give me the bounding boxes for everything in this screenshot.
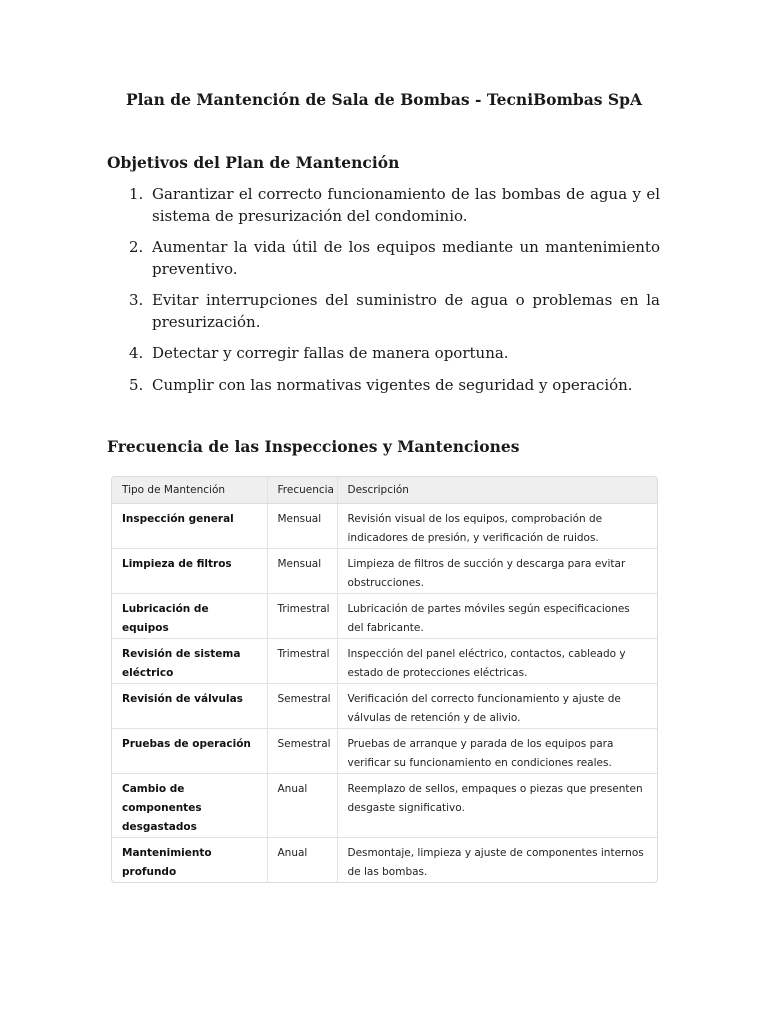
objectives-heading: Objetivos del Plan de Mantención — [107, 153, 400, 172]
table-row — [112, 504, 657, 549]
frequency-heading: Frecuencia de las Inspecciones y Mantenciones — [107, 437, 520, 456]
cell-frequency: Mensual — [267, 504, 337, 549]
list-item-number: 5. — [129, 375, 144, 394]
list-item — [107, 290, 660, 333]
column-header-type: Tipo de Mantención — [112, 477, 267, 504]
cell-description: Verificación del correcto funcionamiento y ajuste de válvulas de retención y de alivio. — [337, 684, 657, 729]
cell-frequency: Trimestral — [267, 639, 337, 684]
cell-description: Desmontaje, limpieza y ajuste de componentes internos de las bombas. — [337, 838, 657, 883]
list-item-text: Detectar y corregir fallas de manera oportuna. — [152, 344, 509, 362]
list-item-text: Cumplir con las normativas vigentes de seguridad y operación. — [152, 375, 633, 394]
list-item-text: Aumentar la vida útil de los equipos mediante un mantenimiento preventivo. — [152, 238, 660, 278]
cell-description: Limpieza de filtros de succión y descarga para evitar obstrucciones. — [337, 549, 657, 594]
cell-type: Cambio de componentes desgastados — [112, 774, 267, 838]
column-header-description: Descripción — [337, 477, 657, 504]
cell-description: Inspección del panel eléctrico, contactos, cableado y estado de protecciones eléctricas. — [337, 639, 657, 684]
cell-type: Revisión de sistema eléctrico — [112, 639, 267, 684]
list-item-number: 4. — [129, 344, 144, 362]
list-item-number: 1. — [129, 185, 144, 203]
cell-description: Pruebas de arranque y parada de los equipos para verificar su funcionamiento en condiciones reales. — [337, 729, 657, 774]
list-item-text: Evitar interrupciones del suministro de agua o problemas en la presurización. — [152, 291, 660, 331]
cell-description: Lubricación de partes móviles según especificaciones del fabricante. — [337, 594, 657, 639]
column-header-frequency: Frecuencia — [267, 477, 337, 504]
cell-type: Pruebas de operación — [112, 729, 267, 774]
table-row — [112, 639, 657, 684]
table-row — [112, 549, 657, 594]
cell-type: Inspección general — [112, 504, 267, 549]
list-item — [107, 343, 660, 365]
list-item — [107, 184, 660, 227]
cell-frequency: Trimestral — [267, 594, 337, 639]
cell-type: Revisión de válvulas — [112, 684, 267, 729]
cell-type: Limpieza de filtros — [112, 549, 267, 594]
list-item-number: 3. — [129, 291, 144, 309]
list-item — [107, 237, 660, 280]
objectives-list — [107, 184, 660, 406]
cell-frequency: Semestral — [267, 729, 337, 774]
cell-frequency: Mensual — [267, 549, 337, 594]
list-item-text: Garantizar el correcto funcionamiento de las bombas de agua y el sistema de presurización del condominio. — [152, 185, 660, 225]
list-item-number: 2. — [129, 238, 144, 256]
cell-description: Revisión visual de los equipos, comprobación de indicadores de presión, y verificación de ruidos. — [337, 504, 657, 549]
table-row — [112, 838, 657, 883]
cell-description: Reemplazo de sellos, empaques o piezas que presenten desgaste significativo. — [337, 774, 657, 838]
document-title: Plan de Mantención de Sala de Bombas - TecniBombas SpA — [126, 90, 642, 109]
cell-frequency: Semestral — [267, 684, 337, 729]
table-header-row — [112, 477, 657, 504]
cell-frequency: Anual — [267, 774, 337, 838]
cell-type: Lubricación de equipos — [112, 594, 267, 639]
maintenance-table — [111, 476, 658, 883]
cell-frequency: Anual — [267, 838, 337, 883]
table-row — [112, 594, 657, 639]
table-row — [112, 729, 657, 774]
cell-type: Mantenimiento profundo — [122, 847, 212, 878]
table-row — [112, 774, 657, 838]
list-item — [107, 375, 660, 397]
table-row — [112, 684, 657, 729]
